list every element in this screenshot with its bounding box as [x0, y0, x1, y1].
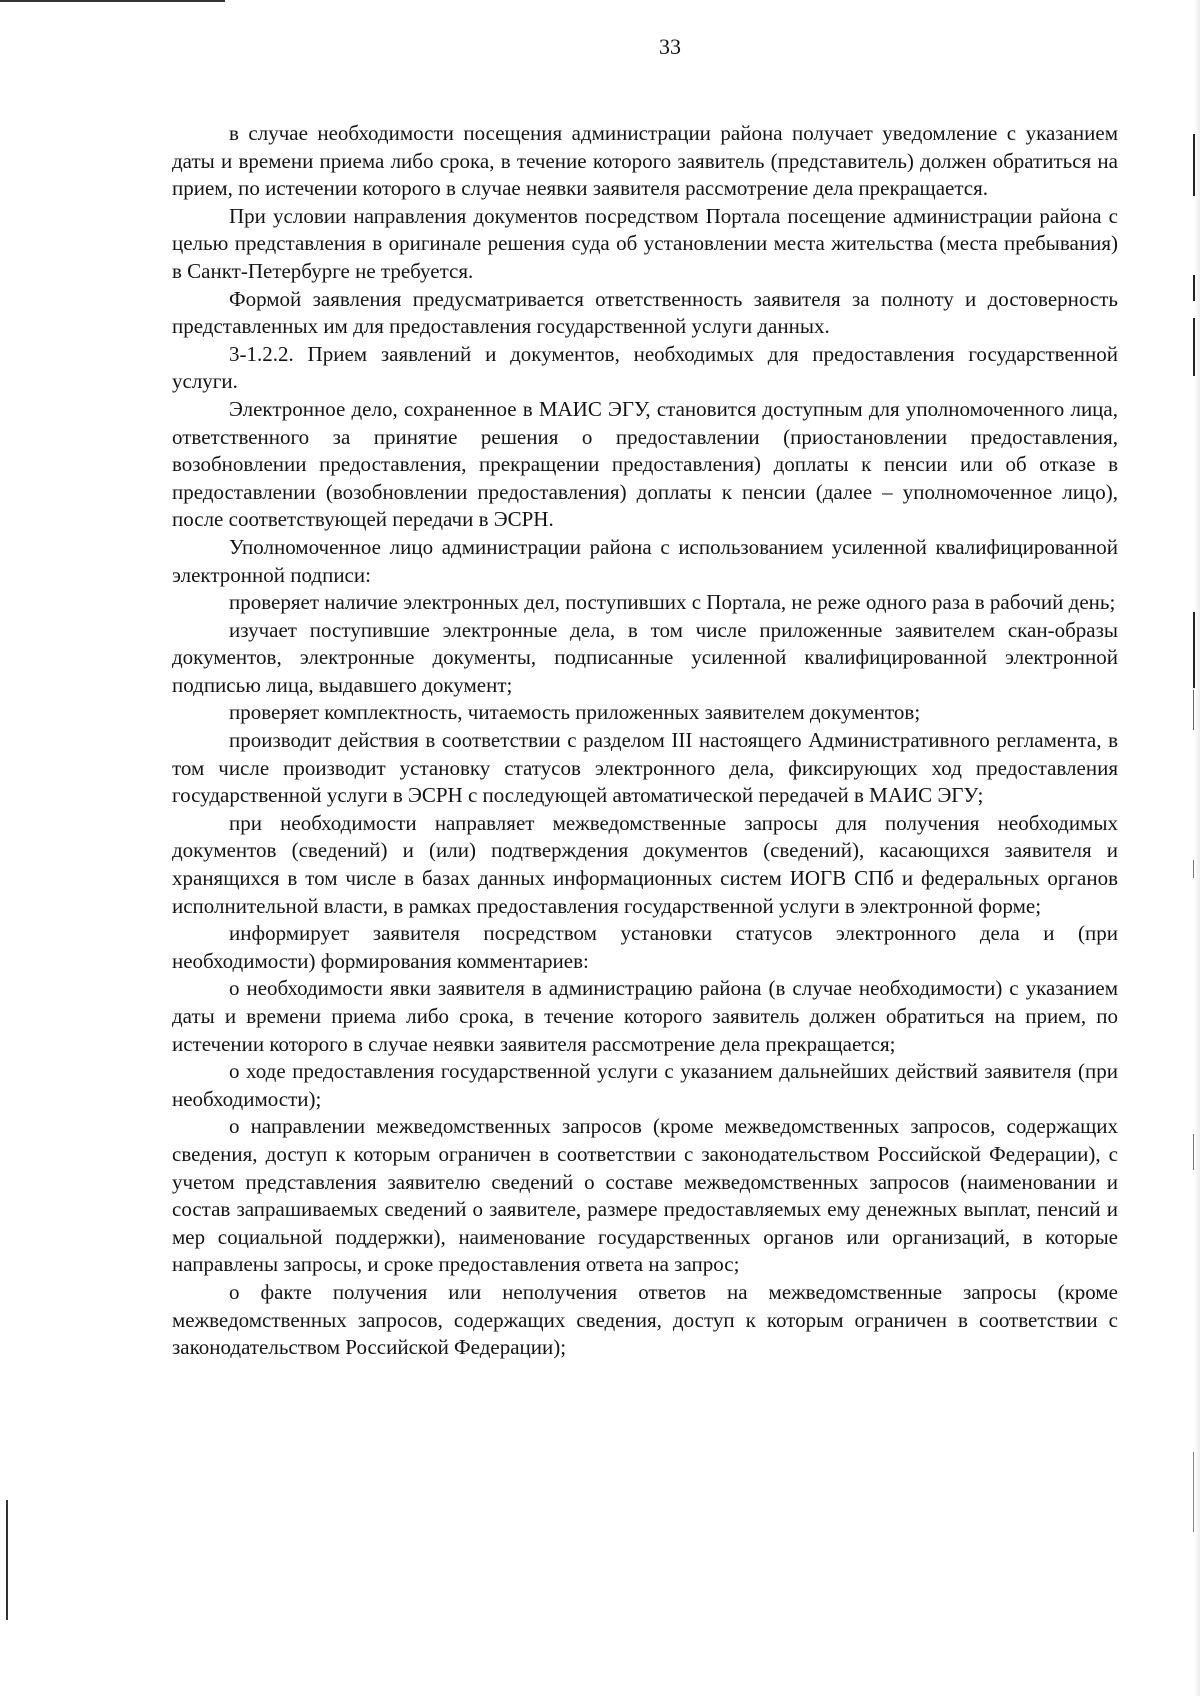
scan-edge-mark: [1193, 134, 1195, 196]
scan-edge-mark: [1193, 275, 1195, 301]
top-rule: [0, 0, 225, 2]
paragraph: Уполномоченное лицо администрации района с использованием усиленной квалифицированной электронной подписи:: [172, 534, 1118, 587]
paragraph: 3-1.2.2. Прием заявлений и документов, необходимых для предоставления государственной услуги.: [172, 341, 1118, 394]
paragraph: Формой заявления предусматривается ответственность заявителя за полноту и достоверность представленных им для предоставления государственной услуги данных.: [172, 286, 1118, 339]
paragraph: о направлении межведомственных запросов (кроме межведомственных запросов, содержащих сведения, доступ к которым ограничен в соответствии с законодательством Российской Федерации), с учетом представления заявителю сведений о составе межведомственных запросов (наименовании и состав запрашиваемых сведений о заявителе, размере предоставляемых ему денежных выплат, пенсий и мер социальной поддержки), наименование государственных органов или организаций, в которые направлены запросы, и сроке предоставления ответа на запрос;: [172, 1114, 1118, 1277]
paragraph: о ходе предоставления государственной услуги с указанием дальнейших действий заявителя (при необходимости);: [172, 1059, 1118, 1111]
scan-edge: [1194, 0, 1200, 1696]
paragraph: в случае необходимости посещения администрации района получает уведомление с указанием даты и времени приема либо срока, в течение которого заявитель (представитель) должен обратиться на прием, по истечении которого в случае неявки заявителя рассмотрение дела прекращается.: [172, 121, 1118, 201]
paragraph: Электронное дело, сохраненное в МАИС ЭГУ, становится доступным для уполномоченного лица, ответственного за принятие решения о предоставлении (приостановлении предоставления, возобновлении предоставления, прекращении предоставления) доплаты к пенсии или об отказе в предоставлении (возобновлении предоставления) доплаты к пенсии (далее – уполномоченное лицо), после соответствующей передачи в ЭСРН.: [172, 396, 1118, 532]
scan-edge-mark: [6, 1500, 8, 1620]
paragraph: при необходимости направляет межведомственные запросы для получения необходимых документов (сведений) и (или) подтверждения документов (сведений), касающихся заявителя и хранящихся в том числе в базах данных информационных систем ИОГВ СПб и федеральных органов исполнительной власти, в рамках предоставления государственной услуги в электронной форме;: [172, 810, 1118, 918]
paragraph: производит действия в соответствии с разделом III настоящего Административного регламента, в том числе производит установку статусов электронного дела, фиксирующих ход предоставления государственной услуги в ЭСРН с последующей автоматической передачей в МАИС ЭГУ;: [172, 728, 1118, 808]
paragraph: проверяет комплектность, читаемость приложенных заявителем документов;: [229, 700, 921, 725]
paragraph: изучает поступившие электронные дела, в том числе приложенные заявителем скан-образы документов, электронные документы, подписанные усиленной квалифицированной электронной подписью лица, выдавшего документ;: [172, 617, 1118, 697]
scan-edge-mark: [1193, 318, 1195, 376]
scan-edge-mark: [1193, 612, 1195, 688]
body-text: [172, 120, 1118, 1362]
paragraph: о необходимости явки заявителя в администрацию района (в случае необходимости) с указанием даты и времени приема либо срока, в течение которого заявитель должен обратиться на прием, по истечении которого в случае неявки заявителя рассмотрение дела прекращается;: [172, 976, 1118, 1056]
scan-edge-mark: [1193, 1134, 1194, 1170]
scan-edge-mark: [1193, 1452, 1194, 1532]
paragraph: о факте получения или неполучения ответов на межведомственные запросы (кроме межведомственных запросов, содержащих сведения, доступ к которым ограничен в соответствии с законодательством Российской Федерации);: [172, 1279, 1118, 1360]
paragraph: информирует заявителя посредством установки статусов электронного дела и (при необходимости) формирования комментариев:: [172, 921, 1118, 973]
page-number: 33: [659, 34, 681, 59]
paragraph: При условии направления документов посредством Портала посещение администрации района с целью представления в оригинале решения суда об установлении места жительства (места пребывания) в Санкт-Петербурге не требуется.: [172, 203, 1118, 283]
scan-edge-mark: [1193, 690, 1194, 730]
scan-edge-mark: [1193, 860, 1194, 878]
paragraph: проверяет наличие электронных дел, поступивших с Портала, не реже одного раза в рабочий день;: [229, 590, 1116, 615]
